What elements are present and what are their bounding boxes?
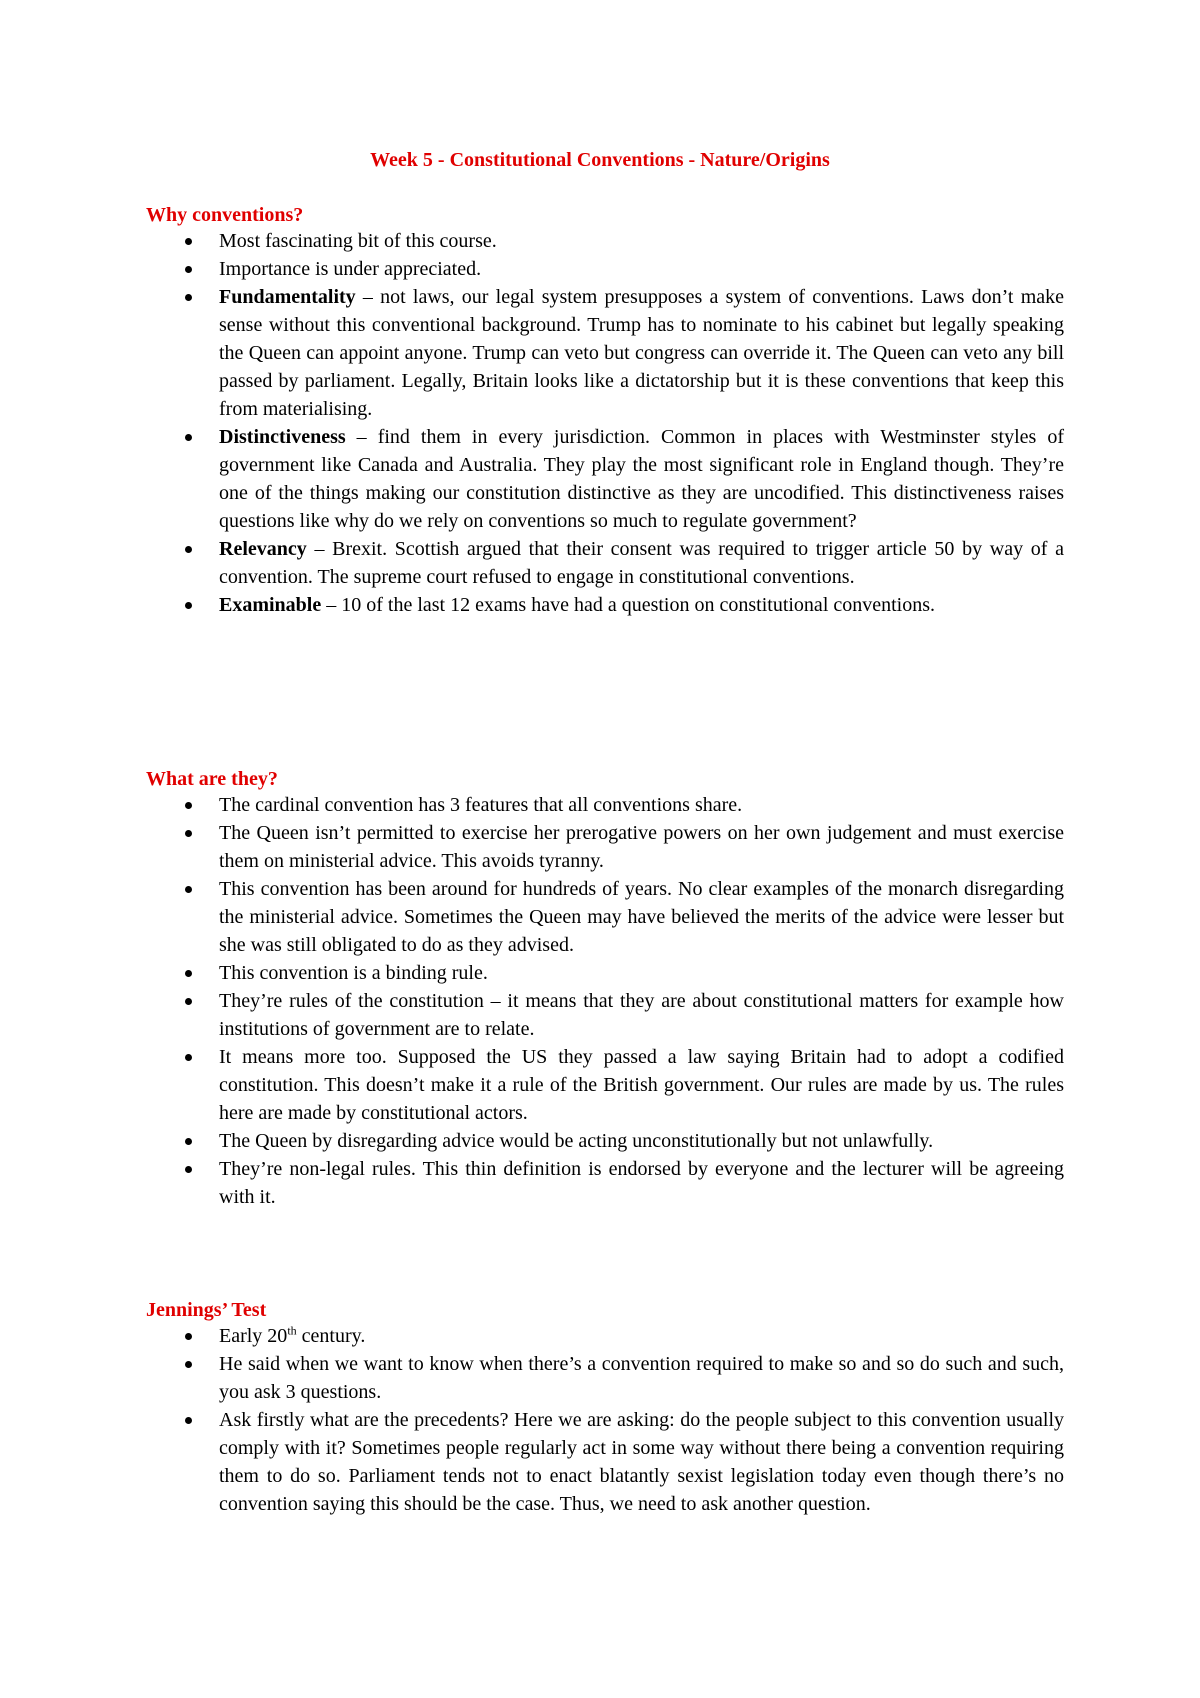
item-text: The cardinal convention has 3 features that all conventions share.: [219, 794, 743, 816]
list-item: [146, 591, 1064, 619]
item-bold: Relevancy: [219, 538, 307, 560]
bullet-icon: [185, 1333, 192, 1340]
list-item: [146, 987, 1064, 1043]
bullet-icon: [185, 1138, 192, 1145]
list-item: [146, 255, 1064, 283]
list-item: [146, 959, 1064, 987]
item-text: He said when we want to know when there’s a convention required to make so and so do such and such, you ask 3 questions.: [219, 1353, 1064, 1403]
superscript: th: [287, 1323, 297, 1338]
item-text: Early 20: [219, 1325, 288, 1347]
bullet-icon: [185, 602, 192, 609]
item-text: Importance is under appreciated.: [219, 258, 482, 280]
bullet-icon: [185, 266, 192, 273]
item-text: They’re rules of the constitution – it means that they are about constitutional matters for example how institutions of government are to relate.: [219, 990, 1064, 1040]
bullet-list: [146, 227, 1064, 619]
item-bold: Examinable: [219, 594, 322, 616]
section-heading: Why conventions?: [146, 204, 304, 226]
bullet-icon: [185, 998, 192, 1005]
item-text: This convention is a binding rule.: [219, 962, 488, 984]
list-item: [146, 535, 1064, 591]
bullet-icon: [185, 434, 192, 441]
list-item: [146, 875, 1064, 959]
item-text: It means more too. Supposed the US they passed a law saying Britain had to adopt a codified constitution. This doesn’t make it a rule of the British government. Our rules are made by us. The rules here are made by constitutional actors.: [219, 1046, 1064, 1124]
bullet-icon: [185, 238, 192, 245]
bullet-icon: [185, 1054, 192, 1061]
item-text: The Queen isn’t permitted to exercise her prerogative powers on her own judgement and must exercise them on ministerial advice. This avoids tyranny.: [219, 822, 1064, 872]
bullet-icon: [185, 1166, 192, 1173]
item-text: The Queen by disregarding advice would be acting unconstitutionally but not unlawfully.: [219, 1130, 934, 1152]
list-item: [146, 283, 1064, 423]
bullet-icon: [185, 546, 192, 553]
list-item: [146, 1406, 1064, 1518]
bullet-icon: [185, 802, 192, 809]
list-item: [146, 1350, 1064, 1406]
item-text: This convention has been around for hundreds of years. No clear examples of the monarch disregarding the ministerial advice. Sometimes the Queen may have believed the merits of the advice were lesser but she was still obligated to do as they advised.: [219, 878, 1064, 956]
item-text: They’re non-legal rules. This thin definition is endorsed by everyone and the lecturer will be agreeing with it.: [219, 1158, 1064, 1208]
item-text: – not laws, our legal system presupposes a system of conventions. Laws don’t make sense without this conventional background. Trump has to nominate to his cabinet but legally speaking the Queen can appoint anyone. Trump can veto but congress can override it. The Queen can veto any bill passed by parliament. Legally, Britain looks like a dictatorship but it is these conventions that keep this from materialising.: [219, 286, 1064, 420]
section-heading: What are they?: [146, 768, 278, 790]
bullet-icon: [185, 1417, 192, 1424]
section-jennings-test: [146, 1298, 1064, 1518]
section-heading: Jennings’ Test: [146, 1299, 267, 1321]
item-bold: Fundamentality: [219, 286, 356, 308]
bullet-icon: [185, 886, 192, 893]
list-item: [146, 227, 1064, 255]
list-item: [146, 1127, 1064, 1155]
item-text: Most fascinating bit of this course.: [219, 230, 497, 252]
item-bold: Distinctiveness: [219, 426, 346, 448]
document-title: Week 5 - Constitutional Conventions - Nature/Origins: [370, 149, 830, 171]
bullet-list: [146, 1322, 1064, 1518]
list-item: [146, 423, 1064, 535]
item-text: – find them in every jurisdiction. Common in places with Westminster styles of government like Canada and Australia. They play the most significant role in England though. They’re one of the things making our constitution distinctive as they are uncodified. This distinctiveness raises questions like why do we rely on conventions so much to regulate government?: [219, 426, 1064, 532]
bullet-icon: [185, 830, 192, 837]
bullet-icon: [185, 970, 192, 977]
list-item: [146, 1322, 1064, 1350]
item-text: Ask firstly what are the precedents? Here we are asking: do the people subject to this convention usually comply with it? Sometimes people regularly act in some way without there being a convention requiring them to do so. Parliament tends not to enact blatantly sexist legislation today even though there’s no convention saying this should be the case. Thus, we need to ask another question.: [219, 1409, 1064, 1515]
section-what-are-they: [146, 767, 1064, 1211]
bullet-list: [146, 791, 1064, 1211]
list-item: [146, 791, 1064, 819]
bullet-icon: [185, 1361, 192, 1368]
list-item: [146, 1043, 1064, 1127]
list-item: [146, 819, 1064, 875]
item-text-after: century.: [296, 1325, 366, 1347]
item-text: – 10 of the last 12 exams have had a question on constitutional conventions.: [321, 594, 936, 616]
list-item: [146, 1155, 1064, 1211]
section-why-conventions: [146, 203, 1064, 619]
item-text: – Brexit. Scottish argued that their consent was required to trigger article 50 by way of a convention. The supreme court refused to engage in constitutional conventions.: [219, 538, 1064, 588]
bullet-icon: [185, 294, 192, 301]
